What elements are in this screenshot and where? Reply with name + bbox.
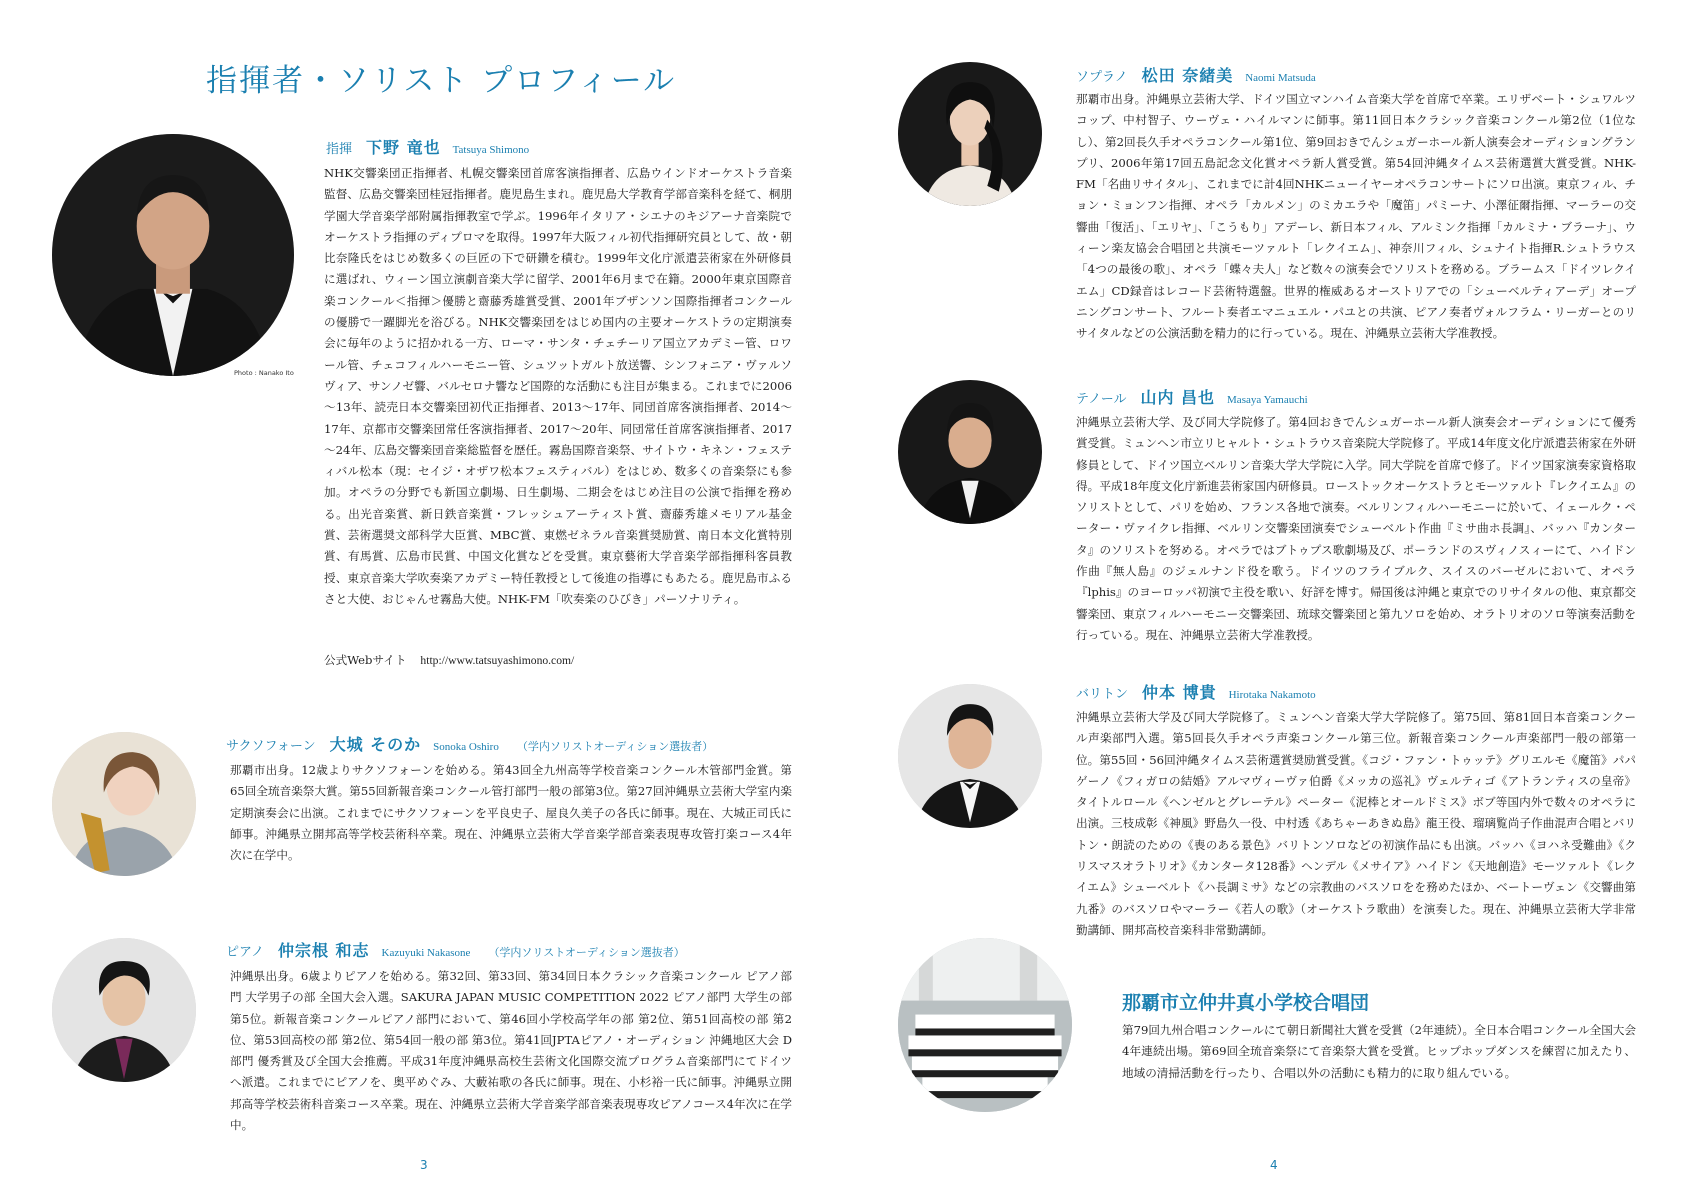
baritone-photo [898,684,1042,828]
saxophone-heading [226,732,713,755]
soprano-photo [898,62,1042,206]
pianist-photo [52,938,196,1082]
saxophone-role: サクソフォーン [226,739,316,754]
saxophone-soloist-photo [52,732,196,876]
tenor-name: 山内 昌也 [1140,388,1216,407]
baritone-bio: 沖縄県立芸術大学及び同大学院修了。ミュンヘン音楽大学大学院修了。第75回、第81回日本音楽コンクール声楽部門入選。第5回長久手オペラ声楽コンクール第三位。新報音楽コンクール声楽部門一般の部第一位。第55回・56回沖縄タイムス芸術選賞奨励賞受賞。《コジ・ファン・トゥッテ》グリエルモ《魔笛》パパゲーノ《フィガロの結婚》アルマヴィーヴァ伯爵《メッカの巡礼》ヴェルティゴ《アトランティスの皇帝》タイトルロール《ヘンゼルとグレーテル》ペーター《泥棒とオールドミス》ボブ等国内外で数々のオペラに出演。三枝成彰《神風》野島久一役、中村透《あちゃーあきぬ島》龍王役、瑠璃覧尚子作曲混声合唱とバリトン・朗読のための《喪のある景色》バリトンソロなどの初演作品にも出演。バッハ《ヨハネ受難曲》《クリスマスオラトリオ》《カンタータ128番》ヘンデル《メサイア》ハイドン《天地創造》モーツァルト《レクイエム》シューベルト《ハ長調ミサ》などの宗教曲のバスソロをを務めたほか、ベートーヴェン《交響曲第九番》のバスソロやマーラー《若人の歌》（オーケストラ歌曲）を演奏した。現在、沖縄県立芸術大学非常勤講師、開邦高校音楽科非常勤講師。 [1076,710,1636,937]
soprano-roman-name: Naomi Matsuda [1245,72,1316,84]
conductor-website [324,652,574,668]
tenor-heading [1076,385,1308,408]
tenor-roman-name: Masaya Yamauchi [1227,394,1308,406]
right-page [842,0,1684,1191]
conductor-name: 下野 竜也 [366,138,441,157]
website-url[interactable]: http://www.tatsuyashimono.com/ [420,654,575,667]
choir-group-photo [898,938,1072,1112]
baritone-heading [1076,680,1316,703]
soprano-bio: 那覇市出身。沖縄県立芸術大学、ドイツ国立マンハイム音楽大学を首席で卒業。エリザベート・シュワルツコップ、中村智子、ウーヴェ・ハイルマンに師事。第11回日本クラシック音楽コンクール第2位（1位なし）、第2回長久手オペラコンクール第1位、第9回おきでんシュガーホール新人演奏会オーディショングランプリ、2006年第17回五島記念文化賞オペラ新人賞受賞。第54回沖縄タイムス芸術選賞大賞受賞。NHK-FM「名曲リサイタル」、これまでに計4回NHKニューイヤーオペラコンサートにソロ出演。東京フィル、チョン・ミョンフン指揮、オペラ「カルメン」のミカエラや「魔笛」パミーナ、小澤征爾指揮、マーラーの交響曲「復活」、「エリヤ」、「こうもり」アデーレ、新日本フィル、アルミンク指揮「カルミナ・ブラーナ」、ウィーン楽友協会合唱団と共演モーツァルト「レクイエム」、神奈川フィル、シュナイト指揮R.シュトラウス「4つの最後の歌」、オペラ「蝶々夫人」など数々の演奏会でソリストを務める。ブラームス「ドイツレクイエム」CD録音はレコード芸術特選盤。世界的権威あるオーストリアでの「シューベルティアーデ」オープニングコンサート、フルート奏者エマニュエル・パユとの共演、ピアノ奏者ヴォルフラム・リーガーとのリサイタルなどの公演活動を精力的に行っている。現在、沖縄県立芸術大学准教授。 [1076,92,1636,341]
conductor-roman-name: Tatsuya Shimono [452,144,530,156]
piano-roman-name: Kazuyuki Nakasone [381,947,471,959]
website-label: 公式Webサイト [324,653,407,667]
page-number-right: 4 [1270,1158,1278,1172]
piano-bio: 沖縄県出身。6歳よりピアノを始める。第32回、第33回、第34回日本クラシック音楽コンクール ピアノ部門 大学男子の部 全国大会入選。SAKURA JAPAN MUSIC COMPETITION 2022 ピアノ部門 大学生の部 第5位。新報音楽コンクールピアノ部門において、第46回小学校高学年の部 第2位、第51回高校の部 第2位、第53回高校の部 第2位、第54回一般の部 第3位。第41回JPTAピアノ・オーディション 沖縄地区大会 D部門 優秀賞及び全国大会推薦。平成31年度沖縄県高校生芸術文化国際交流プログラム音楽部門にてドイツへ派遣。これまでにピアノを、奥平めぐみ、大藪祐歌の各氏に師事。現在、小杉裕一氏に師事。沖縄県立開邦高等学校芸術科音楽コース卒業。現在、沖縄県立芸術大学音楽学部音楽表現専攻ピアノコース4年次に在学中。 [230,969,792,1133]
conductor-photo [52,134,294,376]
saxophone-bio: 那覇市出身。12歳よりサクソフォーンを始める。第43回全九州高等学校音楽コンクール木管部門金賞。第65回全琉音楽祭大賞。第55回新報音楽コンクール管打部門一般の部第3位。第27回沖縄県立芸術大学室内楽定期演奏会に出演。これまでにサクソフォーンを平良史子、屋良久美子の各氏に師事。現在、大城正司氏に師事。沖縄県立開邦高等学校芸術科卒業。現在、沖縄県立芸術大学音楽学部音楽表現専攻管打楽コース4年次に在学中。 [230,763,792,863]
soprano-role: ソプラノ [1076,70,1128,85]
tenor-bio: 沖縄県立芸術大学、及び同大学院修了。第4回おきでんシュガーホール新人演奏会オーディションにて優秀賞受賞。ミュンヘン市立リヒャルト・シュトラウス音楽院大学院修了。平成14年度文化庁派遣芸術家在外研修員として、ドイツ国立ベルリン音楽大学大学院に入学。同大学院を首席で修了。ドイツ国家演奏家資格取得。平成18年度文化庁新進芸術家国内研修員。ローストックオーケストラとモーツァルト『レクイエム』のソリストとして、パリを始め、フランス各地で演奏。ベルリンフィルハーモニーに於いて、イェールク・ペーター・ヴァイクレ指揮、ベルリン交響楽団演奏でシューベルト作曲『ミサ曲ホ長調』、バッハ『カンタータ』のソリストを努める。オペラではブトゥプス歌劇場及び、ポーランドのスヴィノスィーにて、ハイドン作曲『無人島』のジェルナンド役を歌う。ドイツのフライブルク、スイスのバーゼルにおいて、オペラ『lphis』のヨーロッパ初演で主役を歌い、好評を博す。帰国後は沖縄と東京でのリサイタルの他、東京都交響楽団、東京フィルハーモニー交響楽団、琉球交響楽団と第九ソロを始め、オラトリオのソロ等演奏活動を行っている。現在、沖縄県立芸術大学准教授。 [1076,415,1636,642]
page-title: 指揮者・ソリスト プロフィール [206,63,677,99]
soprano-name: 松田 奈緒美 [1141,66,1234,85]
baritone-roman-name: Hirotaka Nakamoto [1228,689,1316,701]
piano-role: ピアノ [226,945,264,960]
conductor-role: 指揮 [326,142,353,157]
choir-bio: 第79回九州合唱コンクールにて朝日新聞社大賞を受賞（2年連続）。全日本合唱コンクール全国大会4年連続出場。第69回全琉音楽祭にて音楽祭大賞を受賞。ヒップホップダンスを練習に加えたり、地域の清掃活動を行ったり、合唱以外の活動にも精力的に取り組んでいる。 [1122,1023,1636,1080]
saxophone-roman-name: Sonoka Oshiro [433,741,499,753]
saxophone-name: 大城 そのか [329,735,422,754]
soprano-heading [1076,63,1316,86]
piano-note: （学内ソリストオーディション選抜者） [488,946,685,959]
conductor-heading [326,135,529,158]
baritone-name: 仲本 博貴 [1142,683,1217,702]
saxophone-note: （学内ソリストオーディション選抜者） [516,740,714,753]
conductor-bio: NHK交響楽団正指揮者、札幌交響楽団首席客演指揮者、広島ウインドオーケストラ音楽監督、広島交響楽団桂冠指揮者。鹿児島生まれ。鹿児島大学教育学部音楽科を経て、桐朋学園大学音楽学部附属指揮教室で学ぶ。1996年イタリア・シエナのキジアーナ音楽院でオーケストラ指揮のディプロマを取得。1997年大阪フィル初代指揮研究員として、故・朝比奈隆氏をはじめ数多くの巨匠の下で研鑽を積む。1999年文化庁派遣芸術家在外研修員に選ばれ、ウィーン国立演劇音楽大学に留学、2001年6月まで在籍。2000年東京国際音楽コンクール＜指揮＞優勝と齋藤秀雄賞受賞、2001年ブザンソン国際指揮者コンクールの優勝で一躍脚光を浴びる。NHK交響楽団をはじめ国内の主要オーケストラの定期演奏会に毎年のように招かれる一方、ローマ・サンタ・チェチーリア国立アカデミー管、ロワール管、チェコフィルハーモニー管、シュツットガルト放送響、シンフォニア・ヴァルソヴィア、サンノゼ響、バルセロナ響など国際的な活動にも注目が集まる。これまでに2006～13年、読売日本交響楽団初代正指揮者、2013～17年、同団首席客演指揮者、2014～17年、京都市交響楽団常任客演指揮者、2017～20年、同団常任首席客演指揮者、2017～24年、広島交響楽団音楽総監督を歴任。霧島国際音楽祭、サイトウ・キネン・フェスティバル松本（現：セイジ・オザワ松本フェスティバル）をはじめ、数多くの音楽祭にも参加。オペラの分野でも新国立劇場、日生劇場、二期会をはじめ注目の公演で指揮を務める。出光音楽賞、新日鉄音楽賞・フレッシュアーティスト賞、齋藤秀雄メモリアル基金賞、芸術選奨文部科学大臣賞、MBC賞、東燃ゼネラル音楽賞奨励賞、南日本文化賞特別賞、有馬賞、広島市民賞、中国文化賞などを受賞。東京藝術大学音楽学部指揮科客員教授、東京音楽大学吹奏楽アカデミー特任教授として後進の指導にもあたる。鹿児島市ふるさと大使、おじゃんせ霧島大使。NHK-FM「吹奏楽のひびき」パーソナリティ。 [324,166,792,606]
choir-heading [1122,988,1369,1015]
piano-name: 仲宗根 和志 [277,941,370,960]
choir-name: 那覇市立仲井真小学校合唱団 [1122,992,1370,1014]
tenor-photo [898,380,1042,524]
piano-heading [226,938,685,961]
baritone-role: バリトン [1076,687,1129,702]
page-number-left: 3 [420,1158,428,1172]
tenor-role: テノール [1076,392,1127,407]
photo-credit: Photo : Nanako Ito [234,369,294,377]
